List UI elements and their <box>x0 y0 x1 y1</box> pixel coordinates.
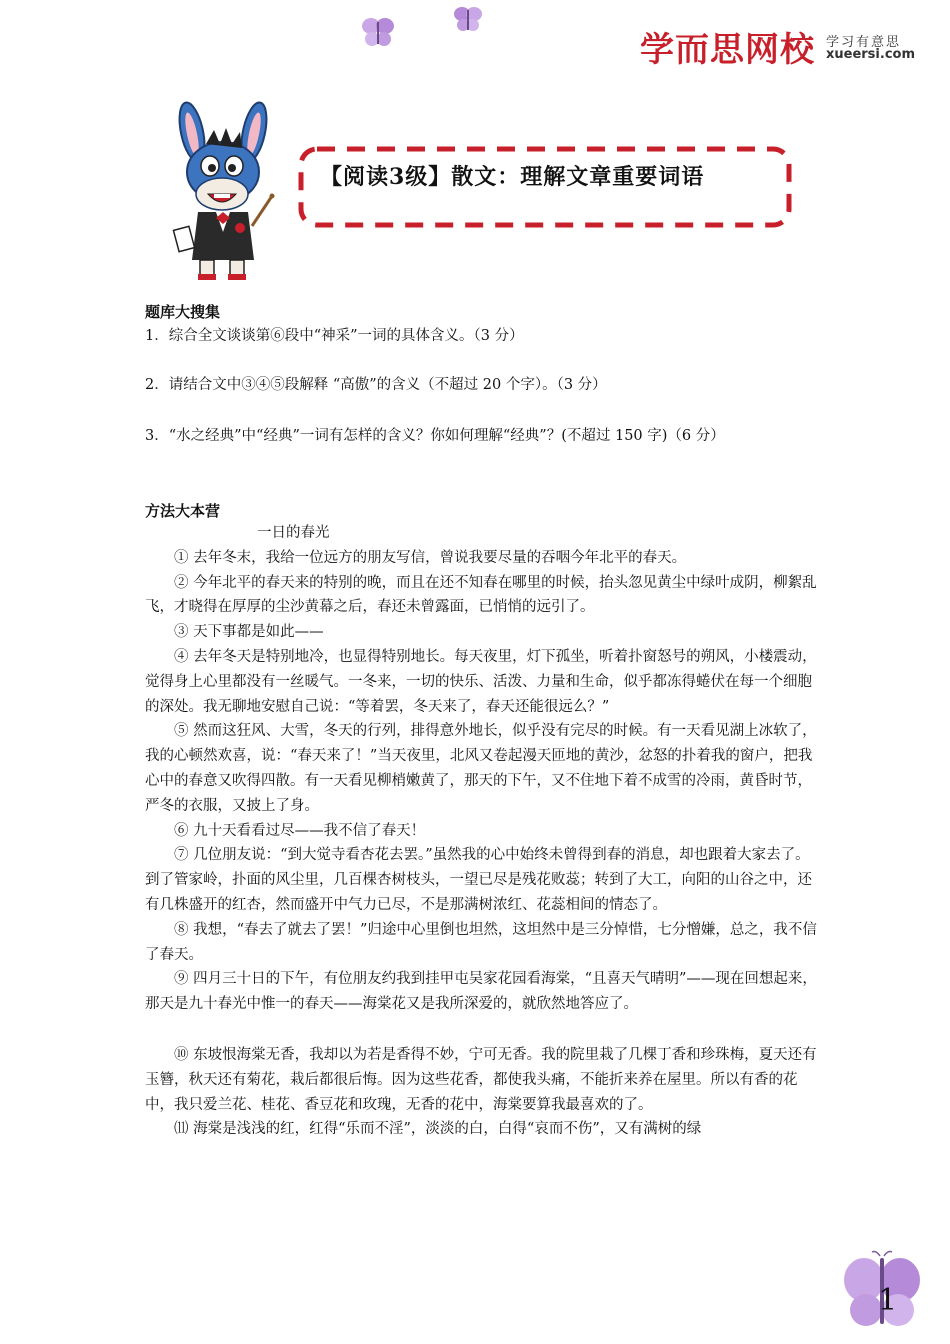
brand-url: xueersi.com <box>826 47 916 62</box>
brand-tagline: 学习有意思 <box>826 35 902 50</box>
brand-logo: 学而思网校 <box>640 30 815 70</box>
article-paragraph: ⑩ 东坡恨海棠无香，我却以为若是香得不妙，宁可无香。我的院里栽了几棵丁香和珍珠梅，夏天还有玉簪，秋天还有菊花，栽后都很后悔。因为这些花香，都使我头痛，不能折来养在屋里。所以有香的花中，我只爱兰花、桂花、香豆花和玫瑰，无香的花中，海棠要算我最喜欢的了。 <box>145 1046 817 1113</box>
article-paragraph: ⑦ 几位朋友说：“到大觉寺看杏花去罢。”虽然我的心中始终未曾得到春的消息，却也跟着大家去了。到了管家岭，扑面的风尘里，几百棵杏树枝头，一望已尽是残花败蕊；转到了大工，向阳的山谷之中，还有几株盛开的红杏，然而盛开中气力已尽，不是那满树浓红、花蕊相间的情态了。 <box>145 847 812 913</box>
article-paragraph: ⑧ 我想，“春去了就去了罢！”归途中心里倒也坦然，这坦然中是三分悼惜，七分憎嫌，总之，我不信了春天。 <box>145 921 817 963</box>
page-title: 【阅读3级】散文：理解文章重要词语 <box>320 164 705 190</box>
article-paragraph: ① 去年冬末，我给一位远方的朋友写信，曾说我要尽量的吞咽今年北平的春天。 <box>174 549 687 566</box>
question-3: 3．“水之经典”中“经典”一词有怎样的含义？你如何理解“经典”？(不超过 150 字)（6 分） <box>145 428 725 444</box>
question-2: 2．请结合文中③④⑤段解释 “高傲”的含义（不超过 20 个字）。（3 分） <box>145 377 607 393</box>
butterfly-icon <box>360 14 396 50</box>
section-heading-question-bank: 题库大搜集 <box>145 303 221 321</box>
section-heading-method-camp: 方法大本营 <box>145 502 221 520</box>
article-paragraph: ⑥ 九十天看看过尽——我不信了春天！ <box>174 822 426 839</box>
page-number: 1 <box>878 1283 898 1318</box>
article-paragraph: ② 今年北平的春天来的特别的晚，而且在还不知春在哪里的时候，抬头忽见黄尘中绿叶成阴，柳絮乱飞，才晓得在厚厚的尘沙黄幕之后，春还未曾露面，已悄悄的远引了。 <box>145 574 817 616</box>
question-1: 1．综合全文谈谈第⑥段中“神采”一词的具体含义。（3 分） <box>145 328 524 344</box>
article-paragraph: ⑨ 四月三十日的下午，有位朋友约我到挂甲屯吴家花园看海棠，“且喜天气晴明”——现在回想起来，那天是九十春光中惟一的春天——海棠花又是我所深爱的，就欣然地答应了。 <box>145 971 817 1013</box>
article-title: 一日的春光 <box>257 525 330 541</box>
article-paragraph: ⑾ 海棠是浅浅的红，红得“乐而不淫”，淡淡的白，白得“哀而不伤”，又有满树的绿 <box>174 1121 702 1138</box>
butterfly-icon <box>452 4 484 34</box>
article-body <box>145 521 817 1142</box>
donkey-mascot-icon <box>168 100 280 282</box>
article-paragraph: ③ 天下事都是如此—— <box>174 624 324 641</box>
article-paragraph: ⑤ 然而这狂风、大雪，冬天的行列，排得意外地长，似乎没有完尽的时候。有一天看见湖上冰软了，我的心顿然欢喜，说：“春天来了！”当天夜里，北风又卷起漫天匝地的黄沙，忿怒的扑着我的窗户，把我心中的春意又吹得四散。有一天看见柳梢嫩黄了，那天的下午，又不住地下着不成雪的冷雨，黄昏时节，严冬的衣服，又披上了身。 <box>145 723 817 814</box>
article-paragraph: ④ 去年冬天是特别地冷，也显得特别地长。每天夜里，灯下孤坐，听着扑窗怒号的朔风，小楼震动，觉得身上心里都没有一丝暖气。一冬来，一切的快乐、活泼、力量和生命，似乎都冻得蜷伏在每一个细胞的深处。我无聊地安慰自己说：“等着罢，冬天来了，春天还能很远么？” <box>145 648 817 715</box>
